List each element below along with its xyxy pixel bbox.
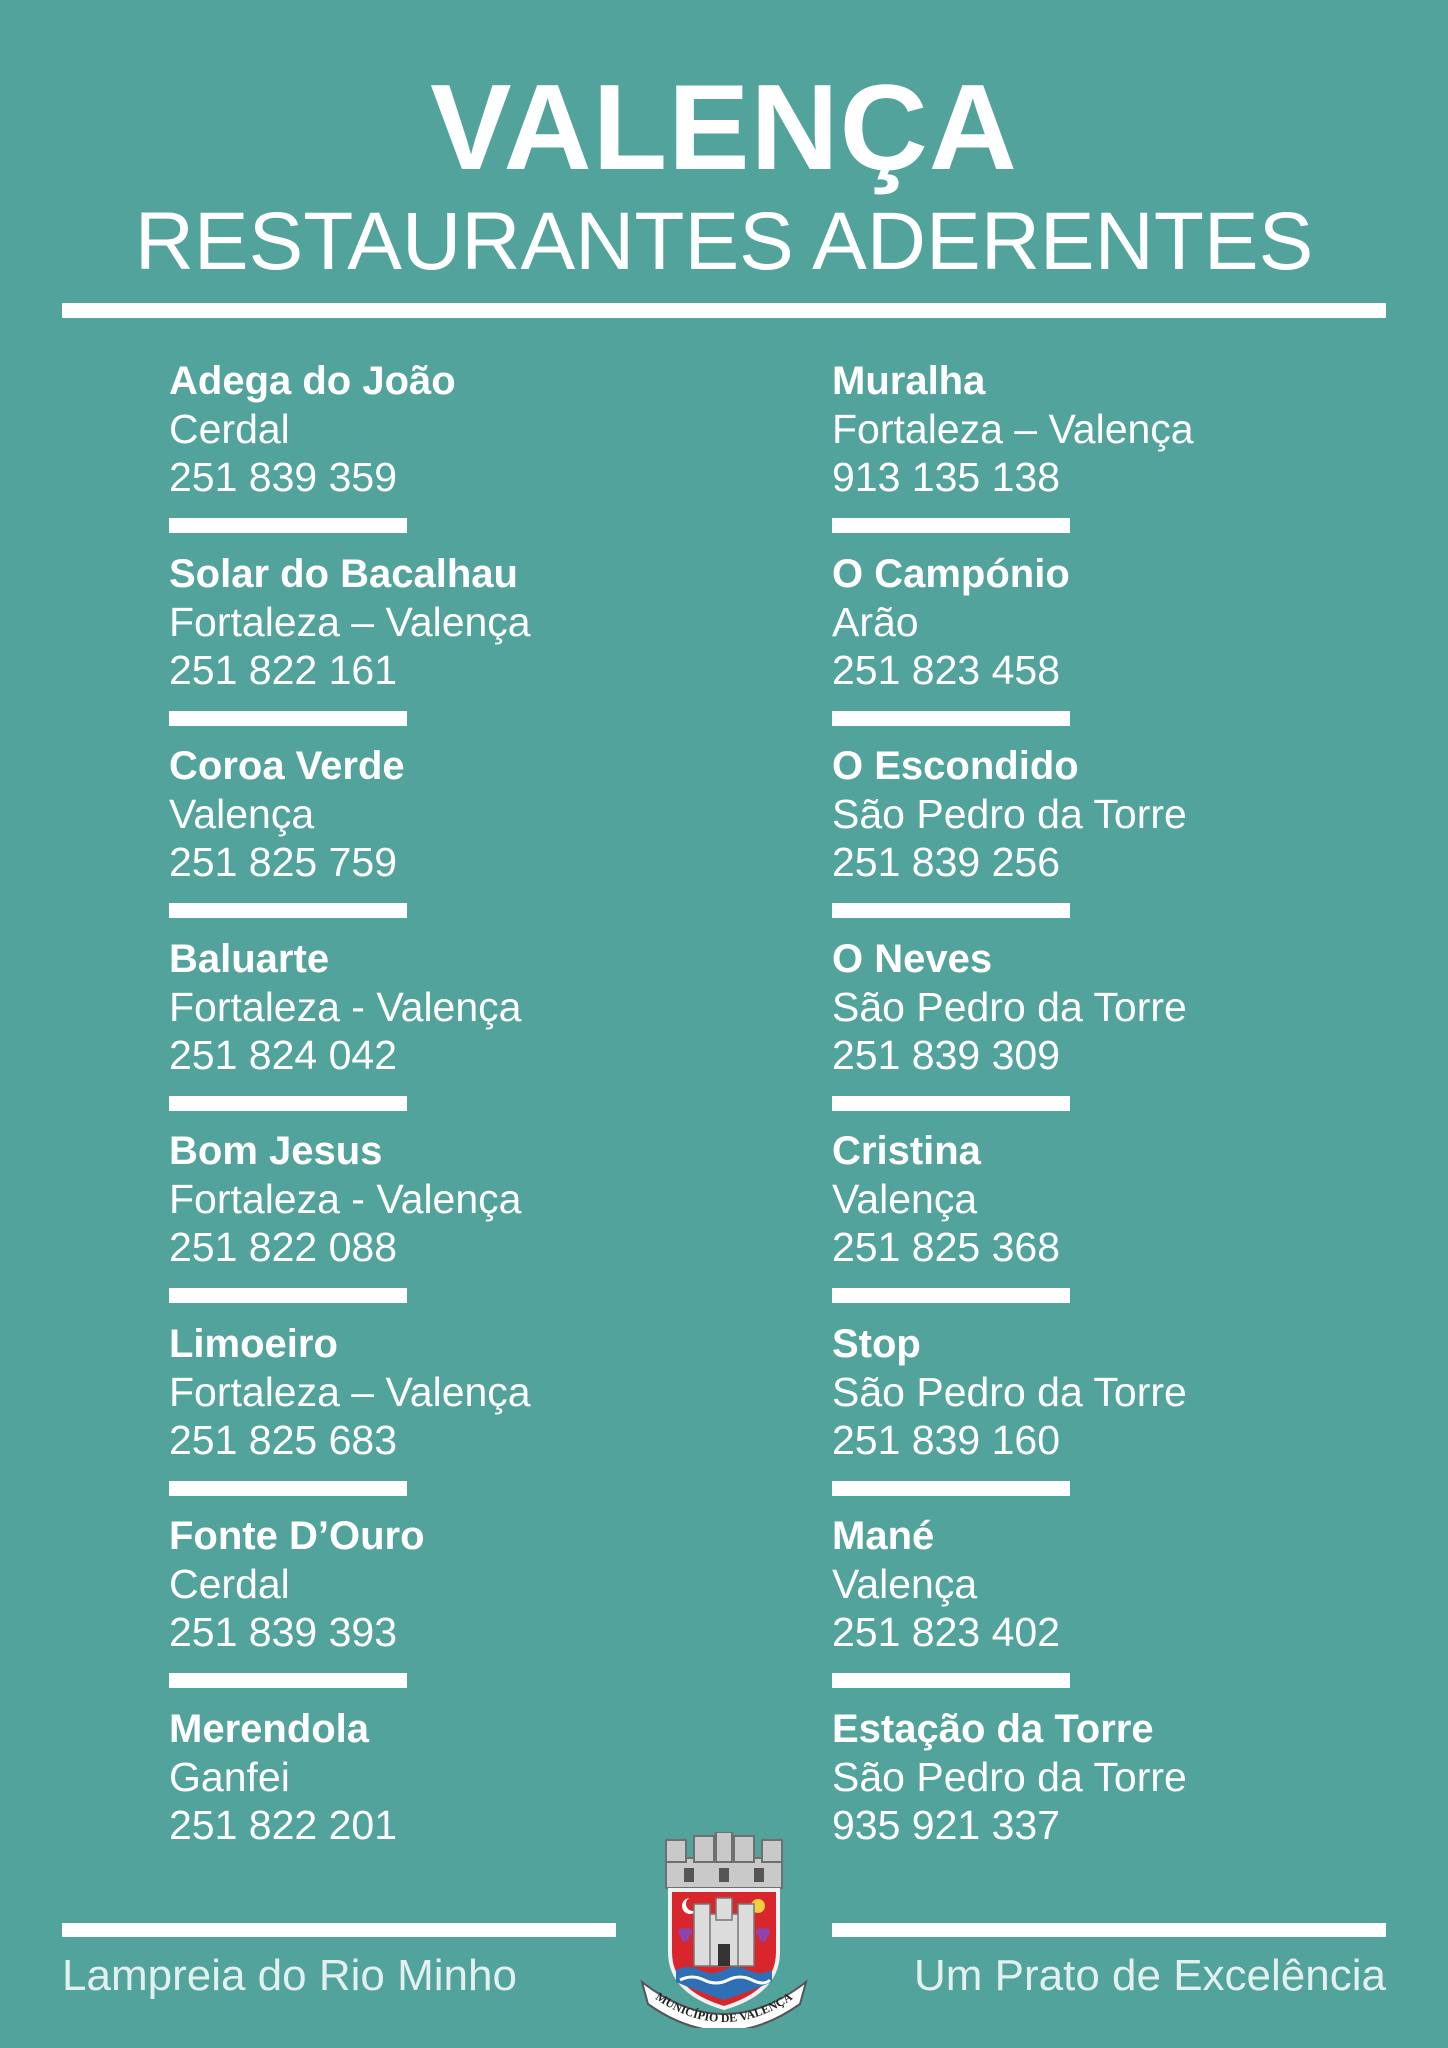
list-item [169, 1705, 709, 1898]
entry-divider [832, 1096, 1070, 1111]
list-item [832, 550, 1372, 743]
list-item [169, 357, 709, 550]
page-subtitle: RESTAURANTES ADERENTES [134, 196, 1314, 287]
restaurant-phone: 251 825 683 [169, 1416, 398, 1463]
restaurant-name: O Escondido [832, 744, 1079, 788]
entry-divider [832, 1673, 1070, 1688]
restaurant-phone: 251 822 088 [169, 1224, 398, 1270]
restaurant-list-right [832, 357, 1372, 1897]
restaurant-location: Ganfei [169, 1753, 290, 1800]
restaurant-phone: 251 839 393 [169, 1609, 398, 1655]
list-item [832, 1320, 1372, 1513]
list-item [169, 1127, 709, 1320]
entry-divider [832, 518, 1070, 533]
restaurant-phone: 935 921 337 [832, 1801, 1061, 1848]
restaurant-location: Fortaleza - Valença [169, 1176, 522, 1222]
entry-divider [169, 1481, 407, 1496]
restaurant-location: São Pedro da Torre [832, 791, 1187, 837]
restaurant-location: Fortaleza - Valença [169, 983, 522, 1030]
restaurant-phone: 251 825 368 [832, 1224, 1061, 1270]
restaurant-location: Arão [832, 598, 919, 645]
restaurant-phone: 251 822 201 [169, 1801, 398, 1848]
restaurant-name: Coroa Verde [169, 744, 405, 788]
list-item [832, 742, 1372, 935]
restaurant-name: O Neves [832, 936, 993, 981]
restaurant-location: Valença [832, 1561, 978, 1607]
restaurant-name: Limoeiro [169, 1321, 338, 1366]
restaurant-name: Mané [832, 1514, 935, 1558]
list-item [169, 935, 709, 1128]
list-item [832, 1705, 1372, 1898]
restaurant-name: Merendola [169, 1706, 370, 1751]
list-item [169, 1512, 709, 1705]
restaurant-phone: 251 823 402 [832, 1609, 1061, 1655]
entry-divider [169, 518, 407, 533]
restaurant-name: Estação da Torre [832, 1706, 1154, 1751]
restaurant-list-left [169, 357, 709, 1897]
restaurant-phone: 251 823 458 [832, 646, 1061, 693]
footer-divider-right [832, 1923, 1386, 1937]
crest-text: MUNICÍPIO DE VALENÇA [653, 1989, 795, 2026]
restaurant-name: Cristina [832, 1129, 981, 1173]
footer-tagline-right: Um Prato de Excelência [914, 1951, 1386, 2000]
entry-divider [169, 1288, 407, 1303]
restaurant-location: São Pedro da Torre [832, 1753, 1187, 1800]
restaurant-name: Adega do João [169, 359, 456, 403]
restaurant-phone: 251 839 309 [832, 1031, 1061, 1078]
entry-divider [832, 1481, 1070, 1496]
restaurant-phone: 251 839 359 [169, 454, 398, 500]
restaurant-phone: 251 822 161 [169, 646, 398, 693]
restaurant-phone: 251 839 160 [832, 1416, 1061, 1463]
restaurant-location: Fortaleza – Valença [169, 598, 531, 645]
restaurant-phone: 251 839 256 [832, 839, 1061, 885]
restaurant-location: Fortaleza – Valença [169, 1368, 531, 1415]
footer-divider-left [62, 1923, 616, 1937]
entry-divider [169, 903, 407, 918]
restaurant-phone: 251 824 042 [169, 1031, 398, 1078]
list-item [169, 742, 709, 935]
list-item [832, 1127, 1372, 1320]
entry-divider [169, 1673, 407, 1688]
restaurant-location: São Pedro da Torre [832, 983, 1187, 1030]
restaurant-location: Valença [832, 1176, 978, 1222]
entry-divider [169, 711, 407, 726]
page-title: VALENÇA [430, 59, 1018, 195]
entry-divider [832, 903, 1070, 918]
entry-divider [832, 711, 1070, 726]
restaurant-location: Cerdal [169, 1561, 290, 1607]
restaurant-name: Solar do Bacalhau [169, 551, 518, 596]
restaurant-location: Cerdal [169, 406, 290, 452]
restaurant-name: Fonte D’Ouro [169, 1514, 425, 1558]
restaurant-name: Muralha [832, 359, 986, 403]
restaurant-location: São Pedro da Torre [832, 1368, 1187, 1415]
restaurant-location: Fortaleza – Valença [832, 406, 1194, 452]
restaurant-phone: 251 825 759 [169, 839, 398, 885]
restaurant-name: Stop [832, 1321, 921, 1366]
entry-divider [832, 1288, 1070, 1303]
municipal-crest-icon [636, 1832, 812, 2028]
restaurant-location: Valença [169, 791, 315, 837]
list-item [832, 935, 1372, 1128]
list-item [832, 357, 1372, 550]
footer-tagline-left: Lampreia do Rio Minho [62, 1951, 517, 2000]
list-item [832, 1512, 1372, 1705]
restaurant-phone: 913 135 138 [832, 454, 1061, 500]
list-item [169, 550, 709, 743]
restaurant-name: O Campónio [832, 551, 1070, 596]
entry-divider [169, 1096, 407, 1111]
restaurant-name: Baluarte [169, 936, 330, 981]
list-item [169, 1320, 709, 1513]
restaurant-name: Bom Jesus [169, 1129, 383, 1173]
header-divider [62, 303, 1386, 318]
